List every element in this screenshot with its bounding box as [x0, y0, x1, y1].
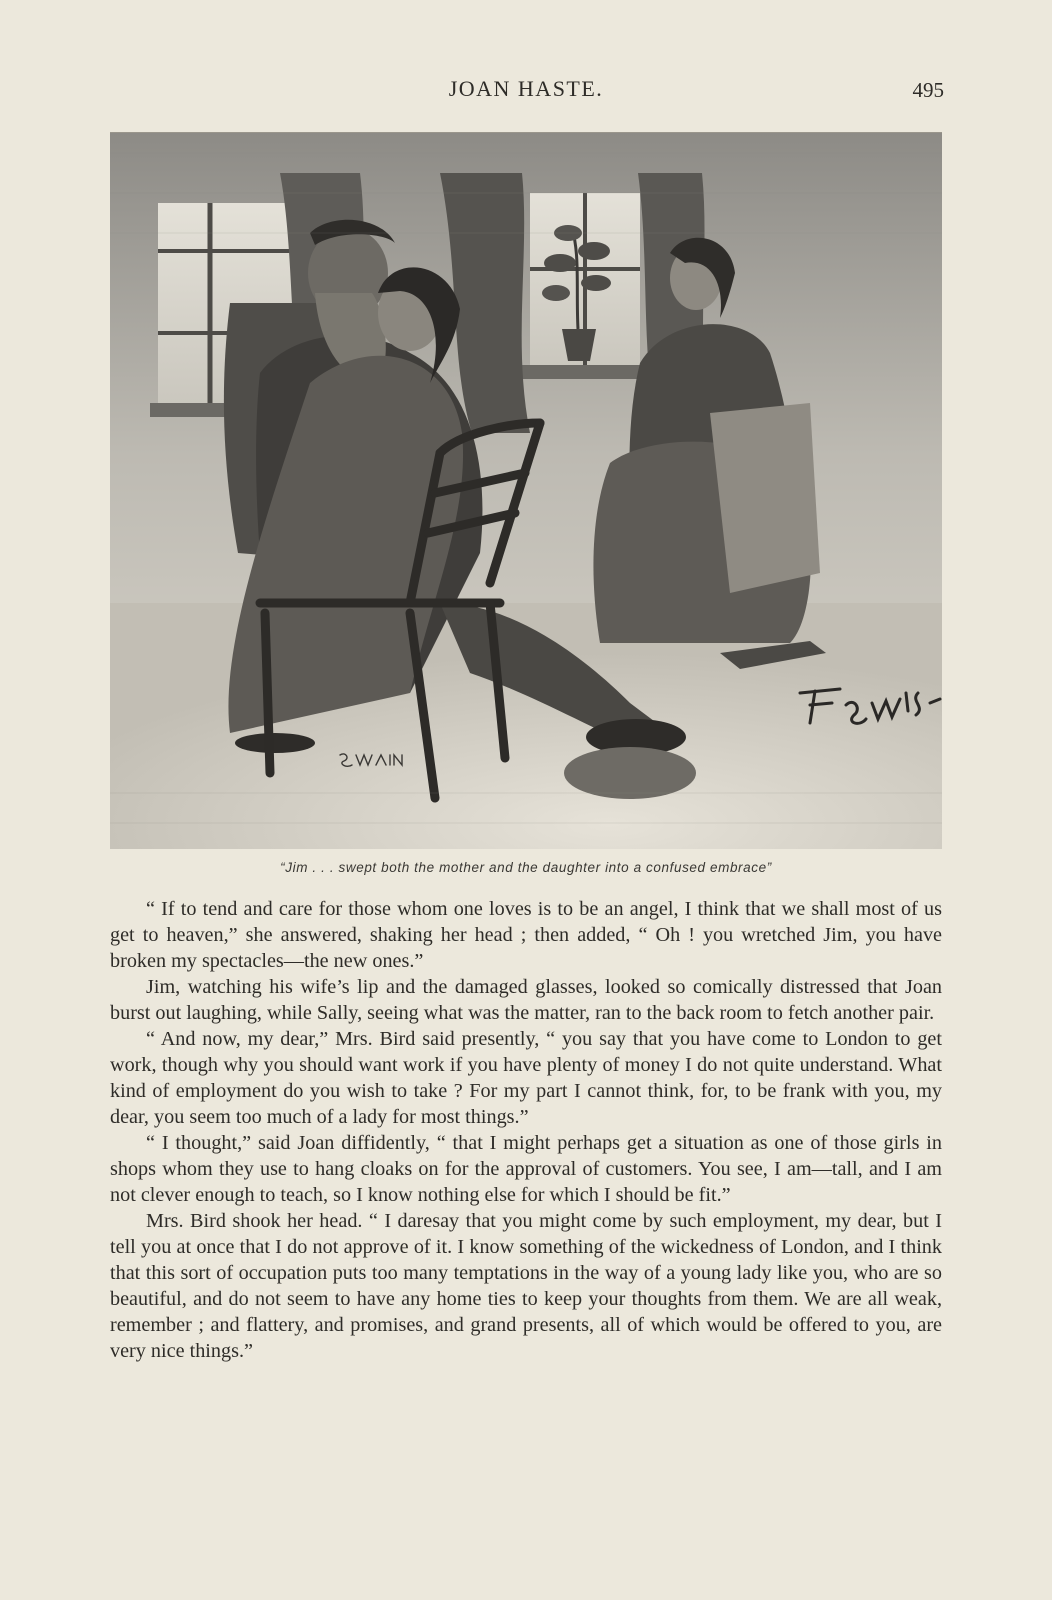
running-title: JOAN HASTE. — [448, 76, 604, 101]
paragraph: “ If to tend and care for those whom one loves is to be an angel, I think that we shall most of us get to heaven,” she answered, shaking her head ; then added, “ Oh ! you wretched Jim, you have broken my spectacles—the new ones.” — [110, 898, 942, 972]
paragraph: “ And now, my dear,” Mrs. Bird said presently, “ you say that you have come to London to get work, though why you should want work if you have plenty of money I do not quite understand. What kind of employment do you wish to take ? For my part I cannot think, for, to be frank with you, my dear, you seem too much of a lady for most things.” — [110, 1028, 942, 1128]
paragraph: Jim, watching his wife’s lip and the damaged glasses, looked so comically distressed that Joan burst out laughing, while Sally, seeing what was the matter, ran to the back room to fetch another pair. — [110, 976, 942, 1024]
illustration-plate — [110, 132, 942, 849]
running-head — [0, 76, 1052, 106]
paragraph: Mrs. Bird shook her head. “ I daresay that you might come by such employment, my dear, but I tell you at once that I do not approve of it. I know something of the wickedness of London, and I think that this sort of occupation puts too many temptations in the way of a young lady like you, who are so beautiful, and do not seem to have any home ties to keep your thoughts from them. We are all weak, remember ; and flattery, and promises, and grand presents, all of which would be offered to you, are very nice things.” — [110, 1210, 942, 1362]
engraving-illustration — [110, 133, 942, 849]
paragraph: “ I thought,” said Joan diffidently, “ that I might perhaps get a situation as one of those girls in shops whom they use to hang cloaks on for the approval of customers. You see, I am—tall, and I am not clever enough to teach, so I know nothing else for which I should be fit.” — [110, 1132, 942, 1206]
body-text — [110, 896, 942, 1364]
illustration-caption: “Jim . . . swept both the mother and the daughter into a confused embrace” — [280, 860, 772, 875]
page-number: 495 — [912, 78, 944, 102]
